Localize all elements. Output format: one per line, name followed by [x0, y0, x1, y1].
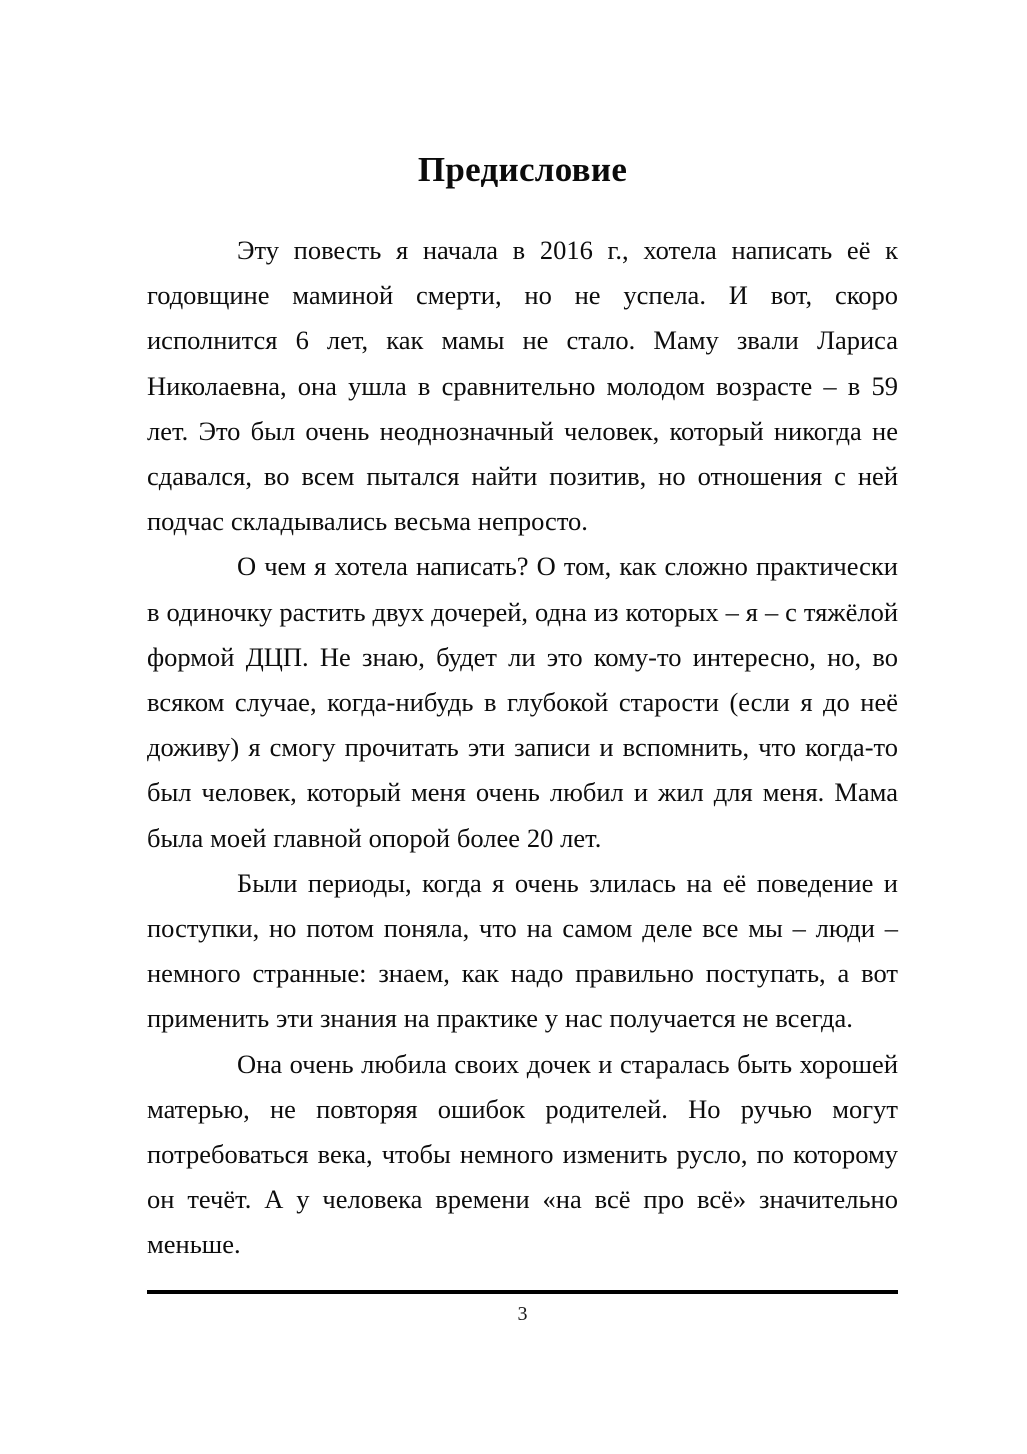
- paragraph: Она очень любила своих дочек и старалась быть хорошей матерью, не повторяя ошибок родителей. Но ручью могут потребоваться века, чтобы немного изменить русло, по которому он течёт. А у человека времени «на всё про всё» значительно меньше.: [147, 1048, 898, 1260]
- page-content-frame: [147, 0, 898, 1454]
- page-title: Предисловие: [417, 150, 628, 190]
- page-number: 3: [517, 1303, 528, 1325]
- footer-divider: [147, 1290, 898, 1294]
- paragraph: Эту повесть я начала в 2016 г., хотела написать её к годовщине маминой смерти, но не успела. И вот, скоро исполнится 6 лет, как мамы не стало. Маму звали Лариса Николаевна, она ушла в сравнительно молодом возрасте – в 59 лет. Это был очень неоднозначный человек, который никогда не сдавался, во всем пытался найти позитив, но отношения с ней подчас складывались весьма непросто.: [147, 235, 898, 537]
- body-text-block: [147, 228, 898, 1268]
- paragraph: Были периоды, когда я очень злилась на её поведение и поступки, но потом поняла, что на самом деле все мы – люди – немного странные: знаем, как надо правильно поступать, а вот применить эти знания на практике у нас получается не всегда.: [147, 867, 898, 1034]
- paragraph: О чем я хотела написать? О том, как сложно практически в одиночку растить двух дочерей, одна из которых – я – с тяжёлой формой ДЦП. Не знаю, будет ли это кому-то интересно, но, во всяком случае, когда-нибудь в глубокой старости (если я до неё доживу) я смогу прочитать эти записи и вспомнить, что когда-то был человек, который меня очень любил и жил для меня. Мама была моей главной опорой более 20 лет.: [147, 551, 898, 853]
